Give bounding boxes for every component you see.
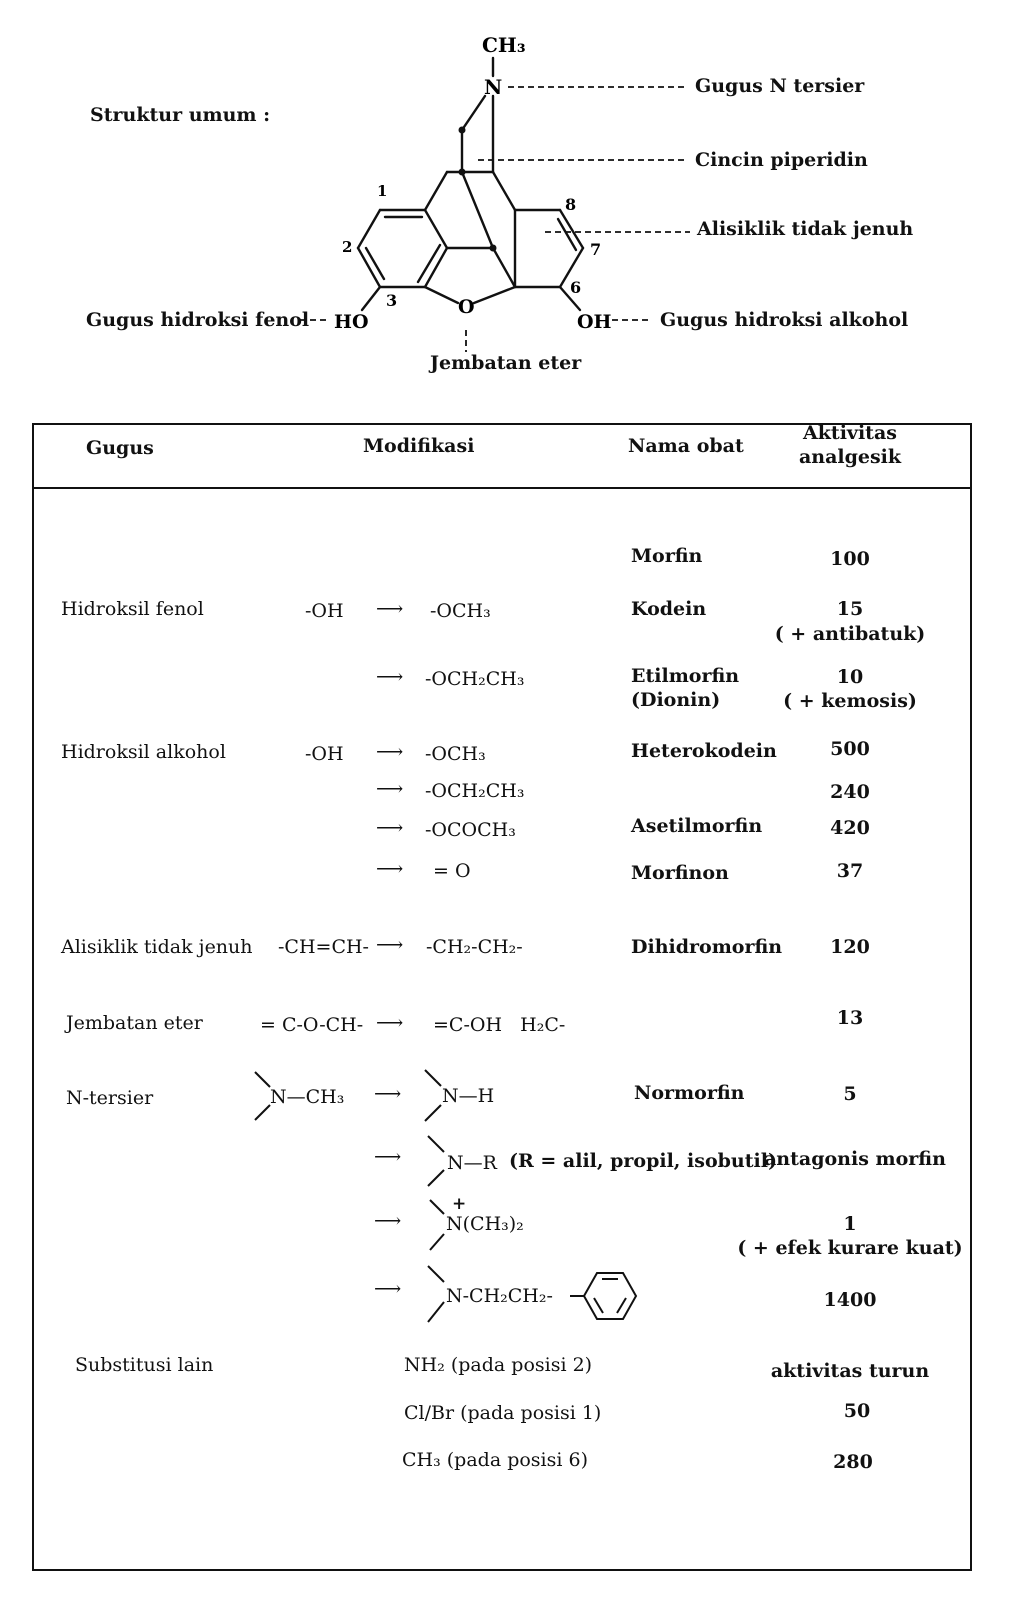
mod-ch3-pos6: CH₃ (pada posisi 6) — [402, 1449, 588, 1471]
label-piperidine: Cincin piperidin — [695, 149, 868, 171]
activity-morfinon: 37 — [836, 860, 864, 882]
arrow-icon: ⟶ — [376, 741, 404, 763]
activity-dihidromorfin: 120 — [830, 936, 870, 958]
atom-o: O — [458, 296, 475, 318]
group-hydroxyl-alcohol: Hidroksil alkohol — [61, 741, 226, 763]
from-n-ch3: N—CH₃ — [270, 1086, 345, 1108]
activity-ch3: 280 — [833, 1451, 873, 1473]
arrow-icon: ⟶ — [376, 934, 404, 956]
label-ether-bridge: Jembatan eter — [430, 352, 582, 374]
activity-asetilmorfin: 420 — [830, 817, 870, 839]
arrow-icon: ⟶ — [376, 666, 404, 688]
to-keto-alcohol: = O — [433, 860, 471, 882]
arrow-icon: ⟶ — [376, 778, 404, 800]
arrow-icon: ⟶ — [374, 1278, 402, 1300]
morphine-structure — [0, 0, 1018, 400]
mod-clbr-pos1: Cl/Br (pada posisi 1) — [404, 1402, 602, 1424]
arrow-icon: ⟶ — [374, 1146, 402, 1168]
arrow-icon: ⟶ — [374, 1083, 402, 1105]
header-divider — [32, 487, 972, 489]
arrow-icon: ⟶ — [376, 858, 404, 880]
drug-kodein: Kodein — [631, 598, 707, 620]
activity-heterokodein: 500 — [830, 738, 870, 760]
header-gugus: Gugus — [86, 437, 154, 459]
to-och2ch3-phenol: -OCH₂CH₃ — [425, 668, 525, 690]
activity-kodein: 15 ( + antibatuk) — [774, 598, 926, 645]
group-ether-bridge: Jembatan eter — [66, 1012, 203, 1034]
group-n-tertiary: N-tersier — [66, 1087, 154, 1109]
activity-morfin: 100 — [830, 548, 870, 570]
atom-ho: HO — [334, 311, 369, 333]
to-och2ch3-alcohol: -OCH₂CH₃ — [425, 780, 525, 802]
drug-etilmorfin: Etilmorfin (Dionin) — [631, 665, 740, 711]
from-ch-ch: -CH=CH- — [278, 936, 369, 958]
activity-normorfin: 5 — [843, 1083, 857, 1105]
group-alicyclic: Alisiklik tidak jenuh — [61, 936, 253, 958]
to-ch2-ch2: -CH₂-CH₂- — [426, 936, 523, 958]
activity-clbr: 50 — [843, 1400, 871, 1422]
position-2: 2 — [342, 238, 353, 256]
label-n-tertiary: Gugus N tersier — [695, 75, 865, 97]
header-nama-obat: Nama obat — [628, 435, 744, 457]
drug-morfinon: Morfinon — [631, 862, 729, 884]
label-phenol-hydroxy: Gugus hidroksi fenol — [86, 309, 310, 331]
drug-dihidromorfin: Dihidromorfin — [631, 936, 783, 958]
group-other-substitution: Substitusi lain — [75, 1354, 214, 1376]
drug-morfin: Morfin — [631, 545, 703, 567]
position-6: 6 — [570, 278, 582, 297]
atom-ch3: CH₃ — [482, 33, 526, 57]
to-n-h: N—H — [442, 1085, 495, 1107]
arrow-icon: ⟶ — [376, 817, 404, 839]
r-definition: (R = alil, propil, isobutil) — [509, 1150, 777, 1172]
quaternary-plus: + — [452, 1194, 467, 1214]
drug-asetilmorfin: Asetilmorfin — [631, 815, 763, 837]
to-och3-alcohol: -OCH₃ — [425, 743, 486, 765]
position-3: 3 — [386, 291, 398, 310]
arrow-icon: ⟶ — [376, 1012, 404, 1034]
drug-normorfin: Normorfin — [634, 1082, 745, 1104]
mod-nh2-pos2: NH₂ (pada posisi 2) — [404, 1354, 593, 1376]
to-och3-phenol: -OCH₃ — [430, 600, 491, 622]
position-8: 8 — [565, 195, 577, 214]
activity-etilmorfin: 10 ( + kemosis) — [783, 666, 917, 712]
drug-antagonis-morfin: antagonis morfin — [764, 1148, 946, 1170]
label-alcohol-hydroxy: Gugus hidroksi alkohol — [660, 309, 909, 331]
to-n-r: N—R — [447, 1152, 497, 1174]
from-oh-alcohol: -OH — [305, 743, 344, 765]
activity-quaternary: 1 ( + efek kurare kuat) — [737, 1213, 963, 1259]
from-oh-phenol: -OH — [305, 600, 344, 622]
structure-title: Struktur umum : — [90, 104, 271, 126]
atom-oh: OH — [577, 311, 612, 333]
atom-n: N — [484, 75, 503, 99]
position-7: 7 — [590, 240, 602, 259]
to-n-ch3-2: N(CH₃)₂ — [446, 1213, 524, 1235]
group-hydroxyl-phenol: Hidroksil fenol — [61, 598, 204, 620]
activity-nh2: aktivitas turun — [770, 1360, 930, 1382]
position-1: 1 — [377, 182, 388, 200]
activity-phenethyl: 1400 — [823, 1289, 877, 1311]
activity-ether: 13 — [836, 1007, 864, 1029]
table-frame — [32, 423, 972, 1571]
header-aktivitas: Aktivitas analgesik — [798, 422, 902, 468]
from-ether: = C-O-CH- — [260, 1014, 364, 1036]
to-n-phenethyl: N-CH₂CH₂- — [446, 1285, 553, 1307]
arrow-icon: ⟶ — [376, 598, 404, 620]
label-alicyclic: Alisiklik tidak jenuh — [697, 218, 914, 240]
to-ococh3-alcohol: -OCOCH₃ — [425, 819, 516, 841]
to-ether-cleaved: =C-OH H₂C- — [433, 1014, 566, 1036]
drug-heterokodein: Heterokodein — [631, 740, 777, 762]
activity-ethyl-ether: 240 — [830, 781, 870, 803]
arrow-icon: ⟶ — [374, 1210, 402, 1232]
header-modifikasi: Modifikasi — [363, 435, 475, 457]
